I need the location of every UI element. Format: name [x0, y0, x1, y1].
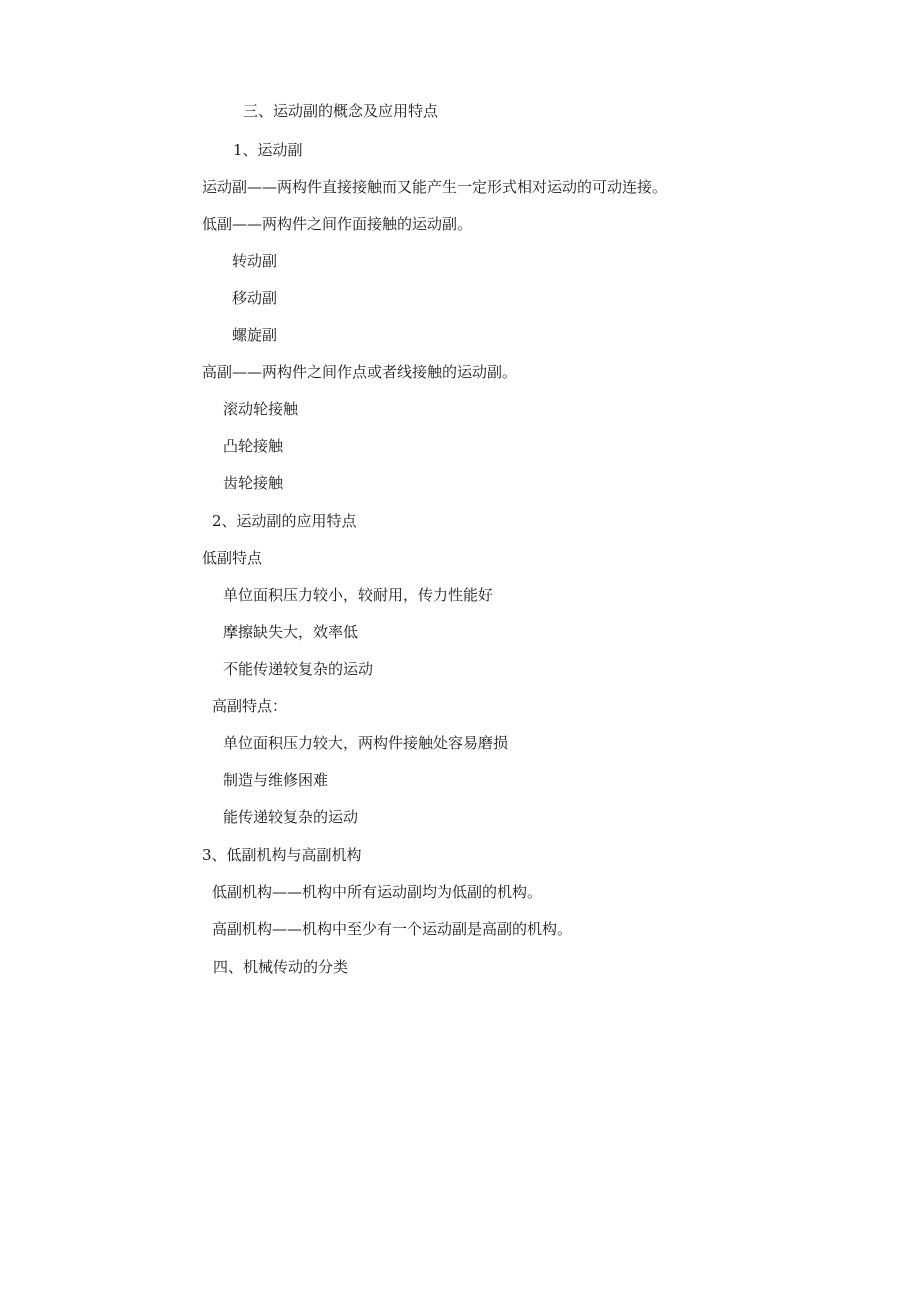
subsection-heading: 2、运动副的应用特点	[212, 512, 357, 530]
list-item: 滚动轮接触	[223, 400, 299, 418]
list-item: 单位面积压力较大，两构件接触处容易磨损	[223, 734, 509, 752]
list-item: 移动副	[232, 289, 278, 307]
feature-group-heading: 高副特点：	[212, 697, 288, 715]
list-item: 摩擦缺失大，效率低	[223, 623, 359, 641]
section-heading: 三、运动副的概念及应用特点	[243, 102, 439, 120]
list-item: 转动副	[232, 252, 278, 270]
list-item: 单位面积压力较小，较耐用，传力性能好	[223, 586, 494, 604]
section-heading: 四、机械传动的分类	[213, 958, 349, 976]
list-item: 能传递较复杂的运动	[223, 808, 359, 826]
definition-paragraph: 高副机构——机构中至少有一个运动副是高副的机构。	[212, 920, 573, 938]
definition-paragraph: 运动副——两构件直接接触而又能产生一定形式相对运动的可动连接。	[202, 178, 668, 196]
subsection-heading: 3、低副机构与高副机构	[202, 846, 362, 864]
definition-paragraph: 高副——两构件之间作点或者线接触的运动副。	[202, 363, 518, 381]
subsection-heading: 1、运动副	[233, 141, 303, 159]
list-item: 制造与维修困难	[223, 771, 329, 789]
list-item: 不能传递较复杂的运动	[223, 660, 374, 678]
definition-paragraph: 低副——两构件之间作面接触的运动副。	[202, 215, 473, 233]
definition-paragraph: 低副机构——机构中所有运动副均为低副的机构。	[212, 883, 543, 901]
list-item: 齿轮接触	[223, 474, 284, 492]
list-item: 螺旋副	[232, 326, 278, 344]
list-item: 凸轮接触	[223, 437, 284, 455]
feature-group-heading: 低副特点	[202, 549, 263, 567]
